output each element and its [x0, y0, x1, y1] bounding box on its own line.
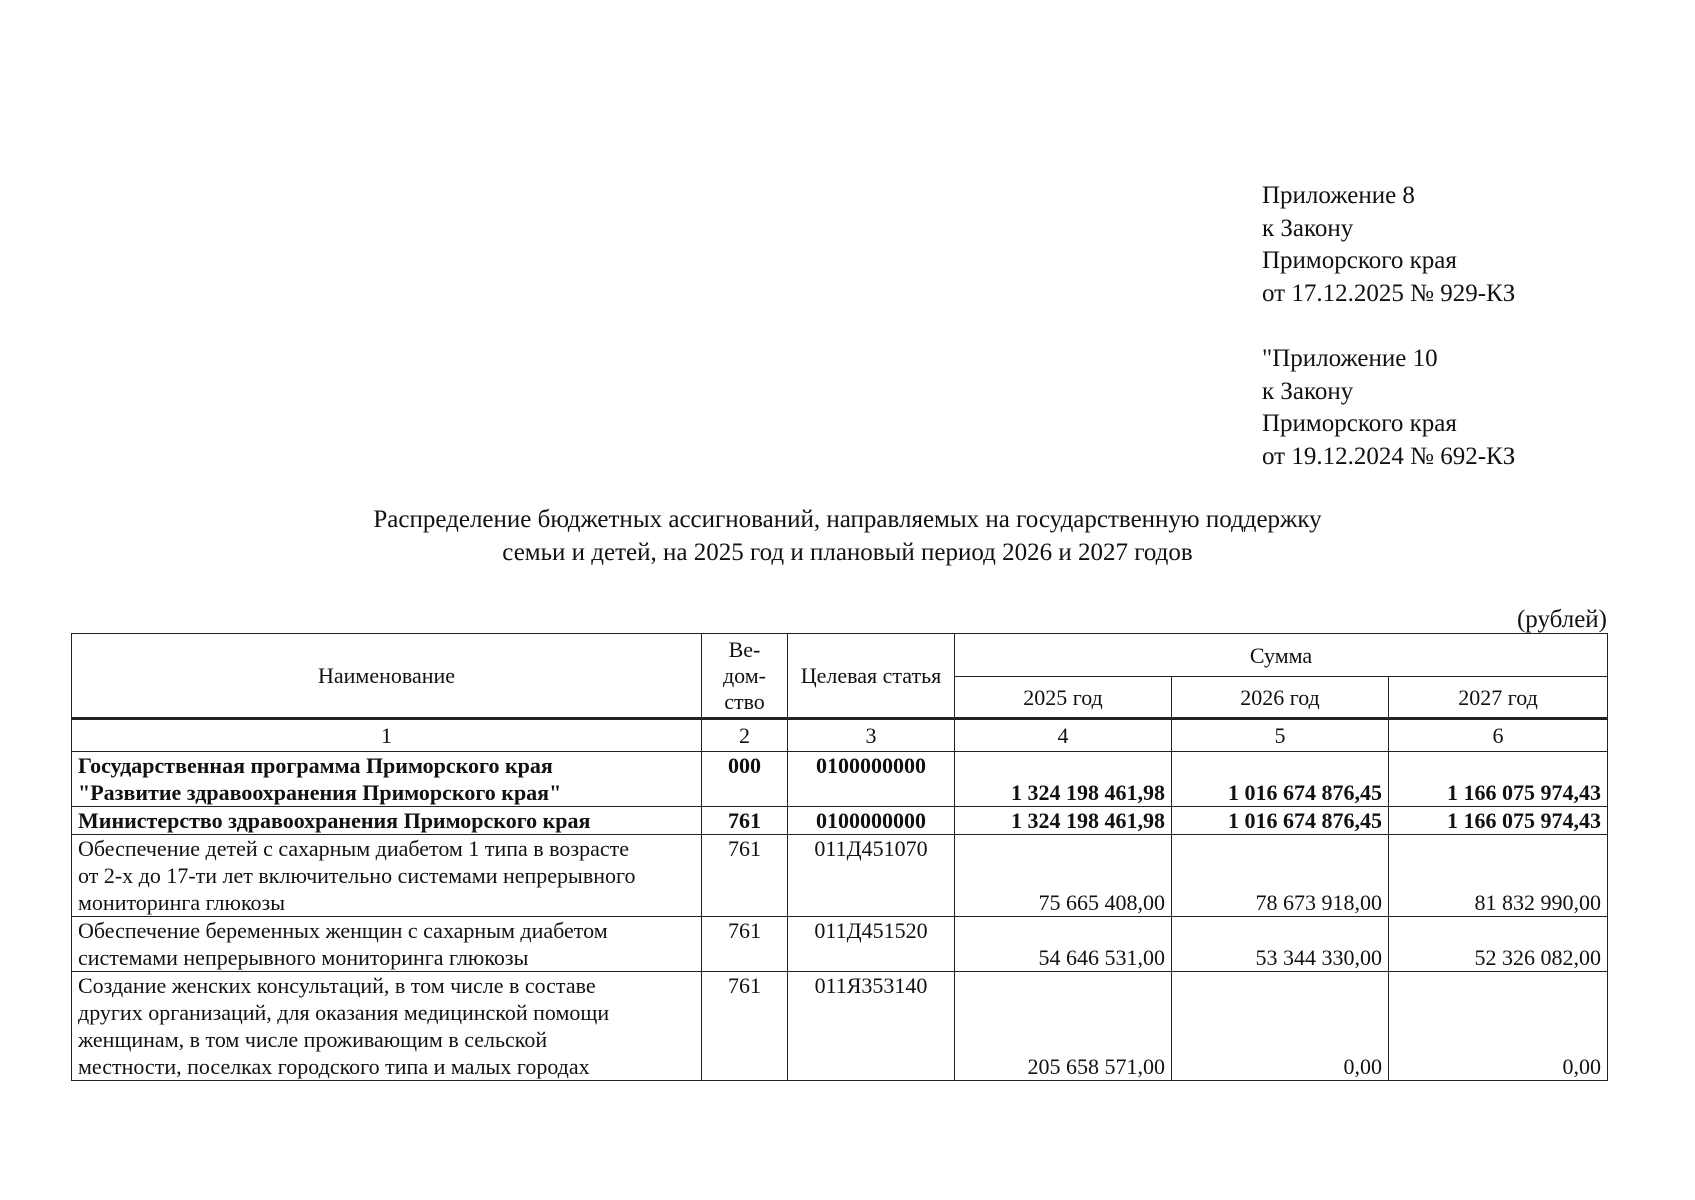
header-year-2027: 2027 год [1389, 677, 1608, 719]
header-name: Наименование [72, 634, 702, 719]
row-amount-2025: 1 324 198 461,98 [955, 752, 1172, 807]
budget-table [71, 633, 1608, 1081]
row-name [72, 972, 702, 1081]
table-row [72, 917, 1608, 972]
row-amount-2026: 0,00 [1172, 972, 1389, 1081]
row-name-line: местности, поселках городского типа и малых городах [78, 1054, 590, 1079]
row-amount-2025: 54 646 531,00 [955, 917, 1172, 972]
appendix-8-line-3: Приморского края [1262, 247, 1457, 274]
row-amount-2027: 0,00 [1389, 972, 1608, 1081]
row-amount-2027: 1 166 075 974,43 [1389, 752, 1608, 807]
row-target-article: 0100000000 [788, 807, 955, 835]
table-row [72, 752, 1608, 807]
units-label: (рублей) [1516, 606, 1607, 633]
row-vedomstvo: 761 [702, 835, 788, 917]
row-name-line: Обеспечение детей с сахарным диабетом 1 типа в возрасте [78, 836, 629, 861]
appendix-10-line-4: от 19.12.2024 № 692-КЗ [1262, 442, 1516, 470]
appendix-10-line-3: Приморского края [1262, 410, 1457, 437]
row-name-line: "Развитие здравоохранения Приморского края" [78, 780, 562, 805]
row-amount-2026: 1 016 674 876,45 [1172, 807, 1389, 835]
row-name-line: женщинам, в том числе проживающим в сельской [78, 1027, 548, 1052]
table-row [72, 835, 1608, 917]
appendix-10-line-1: "Приложение 10 [1262, 345, 1438, 372]
row-target-article: 011Д451070 [788, 835, 955, 917]
row-name-line: Министерство здравоохранения Приморского края [78, 808, 591, 833]
row-vedomstvo: 000 [702, 752, 788, 807]
table-row [72, 972, 1608, 1081]
row-amount-2027: 81 832 990,00 [1389, 835, 1608, 917]
row-amount-2027: 52 326 082,00 [1389, 917, 1608, 972]
header-vedomstvo-line-2: дом- [722, 662, 767, 688]
row-amount-2025: 205 658 571,00 [955, 972, 1172, 1081]
row-target-article: 0100000000 [788, 752, 955, 807]
row-vedomstvo: 761 [702, 917, 788, 972]
row-amount-2027: 1 166 075 974,43 [1389, 807, 1608, 835]
row-amount-2026: 78 673 918,00 [1172, 835, 1389, 917]
column-number: 5 [1172, 719, 1389, 752]
header-vedomstvo-line-3: ство [724, 688, 765, 714]
column-number-row [72, 719, 1608, 752]
row-name [72, 752, 702, 807]
row-vedomstvo: 761 [702, 807, 788, 835]
appendix-8-line-4: от 17.12.2025 № 929-КЗ [1262, 279, 1516, 307]
document-title [0, 503, 1695, 569]
row-name-line: от 2-х до 17-ти лет включительно системами непрерывного [78, 863, 636, 888]
row-name [72, 917, 702, 972]
appendix-8-line-1: Приложение 8 [1262, 182, 1415, 209]
header-year-2025: 2025 год [955, 677, 1172, 719]
row-name [72, 835, 702, 917]
header-sum: Сумма [955, 634, 1608, 677]
document-title-line-2: семьи и детей, на 2025 год и плановый период 2026 и 2027 годов [502, 539, 1193, 566]
row-name-line: системами непрерывного мониторинга глюкозы [78, 945, 529, 970]
row-name-line: других организаций, для оказания медицинской помощи [78, 1000, 610, 1025]
row-amount-2025: 75 665 408,00 [955, 835, 1172, 917]
document-title-line-1: Распределение бюджетных ассигнований, направляемых на государственную поддержку [373, 506, 1322, 533]
row-vedomstvo: 761 [702, 972, 788, 1081]
appendix-8-line-2: к Закону [1262, 214, 1354, 242]
row-name-line: Обеспечение беременных женщин с сахарным диабетом [78, 918, 608, 943]
row-target-article: 011Я353140 [788, 972, 955, 1081]
row-name-line: Государственная программа Приморского края [78, 753, 553, 778]
row-amount-2026: 1 016 674 876,45 [1172, 752, 1389, 807]
header-vedomstvo-line-1: Ве- [728, 636, 761, 662]
column-number: 3 [788, 719, 955, 752]
appendix-8-reference [1262, 180, 1515, 310]
header-row-1 [72, 634, 1608, 677]
column-number: 2 [702, 719, 788, 752]
row-name [72, 807, 702, 835]
column-number: 6 [1389, 719, 1608, 752]
column-number: 4 [955, 719, 1172, 752]
table-row [72, 807, 1608, 835]
header-target-article: Целевая статья [788, 634, 955, 719]
row-name-line: Создание женских консультаций, в том числе в составе [78, 973, 596, 998]
column-number: 1 [72, 719, 702, 752]
row-amount-2026: 53 344 330,00 [1172, 917, 1389, 972]
row-amount-2025: 1 324 198 461,98 [955, 807, 1172, 835]
row-name-line: мониторинга глюкозы [78, 890, 285, 915]
header-vedomstvo [702, 634, 788, 719]
header-year-2026: 2026 год [1172, 677, 1389, 719]
appendix-10-line-2: к Закону [1262, 377, 1354, 405]
row-target-article: 011Д451520 [788, 917, 955, 972]
appendix-10-reference [1262, 343, 1515, 473]
